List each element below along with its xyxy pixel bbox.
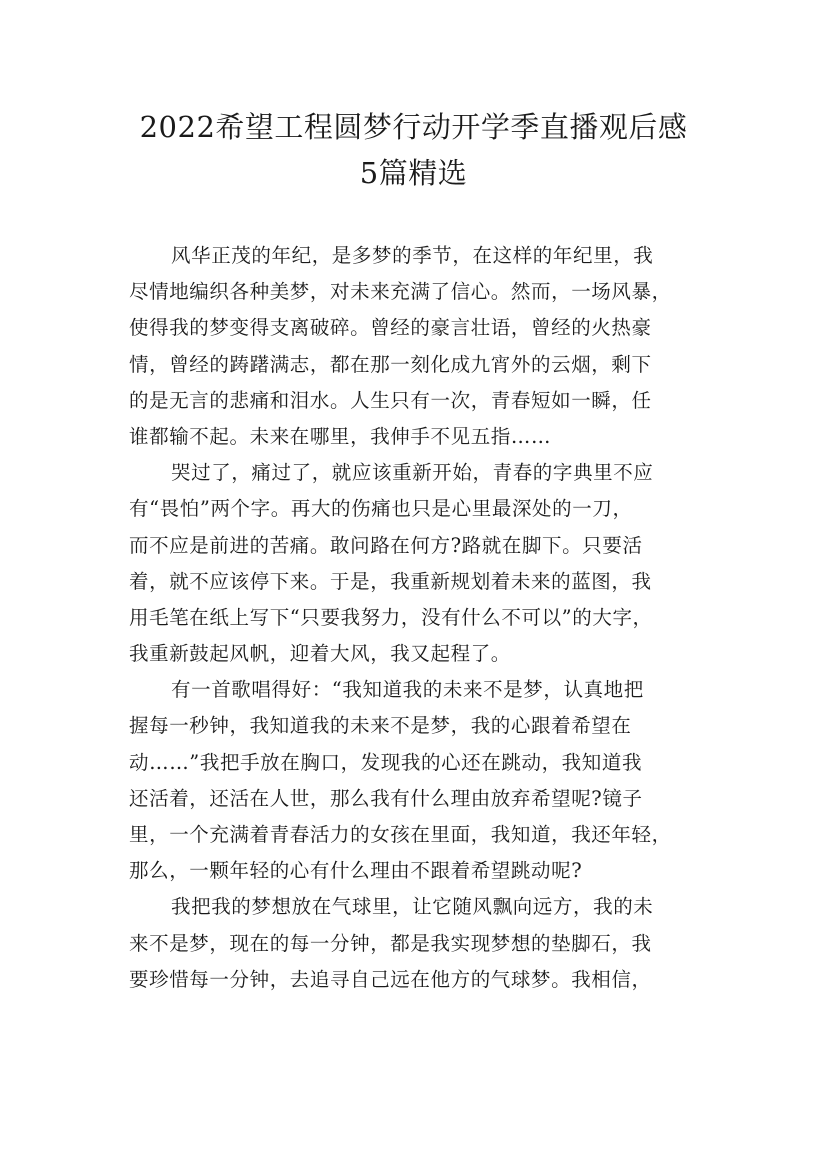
text-line: 而不应是前进的苦痛。敢问路在何方?路就在脚下。只要活 [129,533,643,557]
paragraph [129,672,699,889]
page-title [100,104,727,196]
paragraph [129,889,699,998]
text-line: 使得我的梦变得支离破碎。曾经的豪言壮语，曾经的火热豪 [129,316,652,340]
text-line: 用毛笔在纸上写下“只要我努力，没有什么不可以”的大字， [129,605,653,629]
document-body [129,238,699,998]
text-line: 风华正茂的年纪，是多梦的季节，在这样的年纪里，我 [171,244,654,267]
text-line: 里，一个充满着青春活力的女孩在里面，我知道，我还年轻， [129,823,672,846]
title-line-2: 5篇精选 [359,156,468,190]
text-line: 尽情地编织各种美梦，对未来充满了信心。然而，一场风暴， [129,280,672,304]
text-line: 有一首歌唱得好：“我知道我的未来不是梦，认真地把 [171,678,644,702]
text-line: 着，就不应该停下来。于是，我重新规划着未来的蓝图，我 [129,569,652,593]
text-line: 要珍惜每一分钟，去追寻自己远在他方的气球梦。我相信， [129,967,652,991]
title-line-1: 2022希望工程圆梦行动开学季直播观后感 [139,110,688,144]
text-line: 握每一秒钟，我知道我的未来不是梦，我的心跟着希望在 [129,714,632,738]
text-line: 的是无言的悲痛和泪水。人生只有一次，青春短如一瞬，任 [129,388,652,412]
text-line: 那么，一颗年轻的心有什么理由不跟着希望跳动呢? [129,859,583,883]
text-line: 谁都输不起。未来在哪里，我伸手不见五指…… [129,424,552,448]
text-line: 哭过了，痛过了，就应该重新开始，青春的字典里不应 [171,461,654,485]
paragraph [129,238,699,455]
paragraph [129,455,699,672]
text-line: 还活着，还活在人世，那么我有什么理由放弃希望呢?镜子 [129,786,643,810]
text-line: 情，曾经的踌躇满志，都在那一刻化成九宵外的云烟，剩下 [129,352,652,376]
text-line: 我把我的梦想放在气球里，让它随风飘向远方，我的未 [171,895,654,919]
text-line: 有“畏怕”两个字。再大的伤痛也只是心里最深处的一刀， [129,497,633,521]
text-line: 我重新鼓起风帆，迎着大风，我又起程了。 [129,642,511,666]
text-line: 来不是梦，现在的每一分钟，都是我实现梦想的垫脚石，我 [129,931,652,955]
text-line: 动……”我把手放在胸口，发现我的心还在跳动，我知道我 [129,750,643,774]
